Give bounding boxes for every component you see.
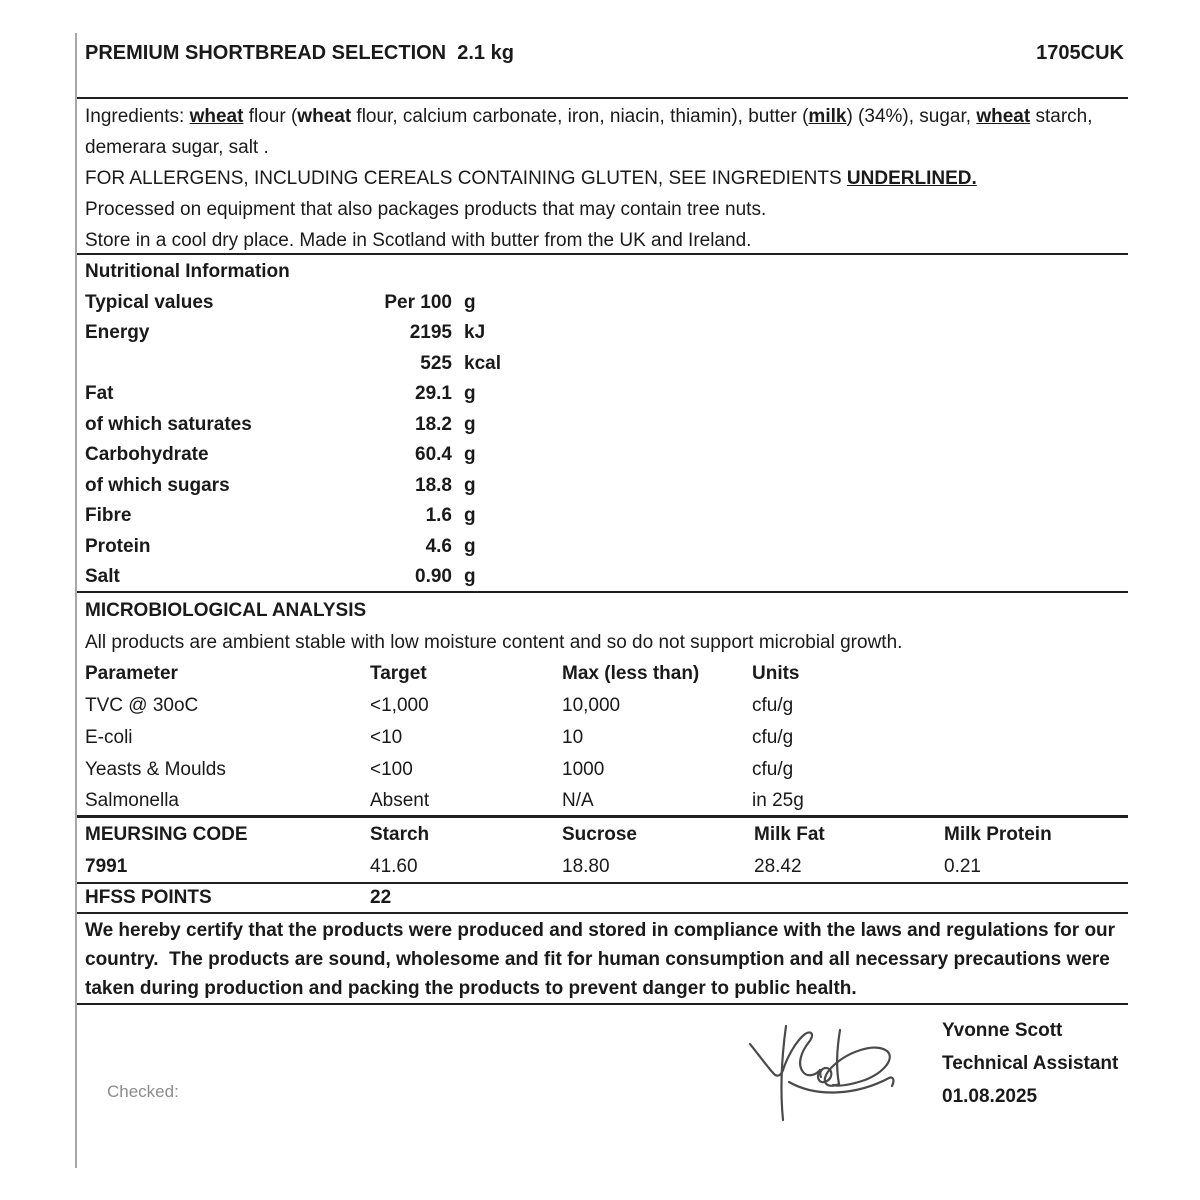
certification-statement: We hereby certify that the products were produced and stored in compliance with the laws and regulations for our country. The products are sound, wholesome and fit for human consumption and all necessary precautions were taken during production and packing the products to prevent danger to public health.	[85, 920, 1121, 999]
allergen-statement: FOR ALLERGENS, INCLUDING CEREALS CONTAINING GLUTEN, SEE INGREDIENTS UNDERLINED.	[85, 168, 977, 189]
document-body	[75, 33, 1128, 1168]
max-cell: 1000	[562, 758, 605, 780]
ingredients-paragraph: Ingredients: wheat flour (wheat flour, calcium carbonate, iron, niacin, thiamin), butter (milk) (34%), sugar, wheat starch, demerara sugar, salt .	[85, 106, 1093, 158]
nutrition-row	[85, 410, 1128, 441]
signature-image	[737, 1010, 902, 1128]
nutrition-row	[85, 562, 1128, 593]
microbiology-row	[85, 722, 1128, 754]
milk-protein-value: 0.21	[944, 856, 981, 877]
microbiology-row	[85, 785, 1128, 817]
nutrient-unit: g	[464, 535, 476, 557]
nutrient-value: 18.2	[415, 413, 452, 435]
nutrient-label: Salt	[85, 566, 120, 587]
meursing-header-row	[85, 819, 1128, 851]
microbiology-header-row	[85, 658, 1128, 690]
nutrition-row	[85, 440, 1128, 471]
column-header-starch: Starch	[370, 824, 430, 845]
nutrient-unit: kJ	[464, 322, 486, 343]
max-cell: 10,000	[562, 695, 621, 717]
hfss-row	[85, 884, 1128, 911]
max-cell: N/A	[562, 790, 594, 812]
nutrition-row	[85, 349, 1128, 380]
nutrient-value: 0.90	[415, 566, 452, 587]
nutrient-label	[85, 349, 357, 380]
milk-fat-value: 28.42	[754, 856, 802, 877]
microbiology-note: All products are ambient stable with low moisture content and so do not support microbial growth.	[85, 631, 903, 653]
microbiology-row	[85, 754, 1128, 786]
signoff-section	[77, 1003, 1128, 1168]
column-header-target: Target	[370, 663, 427, 685]
nutrient-label: Carbohydrate	[85, 444, 209, 465]
nutrient-value: 60.4	[415, 444, 452, 465]
sign-date: 01.08.2025	[942, 1086, 1038, 1107]
processing-statement: Processed on equipment that also packages products that may contain tree nuts.	[85, 199, 767, 220]
nutrient-label: Fat	[85, 383, 114, 404]
certification-section	[77, 912, 1128, 1003]
nutrient-value: 1.6	[425, 505, 452, 526]
product-title: PREMIUM SHORTBREAD SELECTION 2.1 kg	[85, 42, 514, 64]
starch-value: 41.60	[370, 856, 418, 877]
nutrition-header-row	[85, 288, 1128, 319]
column-header-max: Max (less than)	[562, 663, 700, 685]
ingredients-section	[77, 97, 1128, 253]
nutrition-header-value: Per 100	[384, 291, 452, 313]
meursing-code-value: 7991	[85, 856, 128, 877]
column-header-milk-protein: Milk Protein	[944, 824, 1052, 845]
nutrient-label: Fibre	[85, 505, 132, 526]
checked-label: Checked:	[107, 1082, 179, 1101]
nutrient-unit: g	[464, 444, 476, 465]
storage-statement: Store in a cool dry place. Made in Scotland with butter from the UK and Ireland.	[85, 230, 752, 251]
column-header-sucrose: Sucrose	[562, 824, 637, 845]
max-cell: 10	[562, 726, 584, 748]
nutrition-rows	[85, 318, 1128, 593]
meursing-value-row	[85, 851, 1128, 883]
nutrient-value: 18.8	[415, 474, 452, 496]
nutrient-value: 525	[420, 352, 452, 374]
hfss-section	[77, 882, 1128, 912]
nutrient-value: 2195	[409, 322, 452, 343]
hfss-label: HFSS POINTS	[85, 887, 212, 908]
meursing-section	[77, 815, 1128, 882]
column-header-parameter: Parameter	[85, 663, 178, 685]
microbiology-section	[77, 591, 1128, 815]
nutrition-row	[85, 532, 1128, 563]
microbiology-rows	[85, 690, 1128, 817]
target-cell: Absent	[370, 790, 430, 812]
nutrition-title: Nutritional Information	[85, 261, 290, 282]
parameter-cell: TVC @ 30oC	[85, 695, 199, 717]
parameter-cell: Salmonella	[85, 790, 179, 812]
microbiology-row	[85, 690, 1128, 722]
signer-name: Yvonne Scott	[942, 1020, 1063, 1041]
nutrition-row	[85, 318, 1128, 349]
nutrient-unit: g	[464, 413, 476, 435]
parameter-cell: Yeasts & Moulds	[85, 758, 226, 780]
target-cell: <1,000	[370, 695, 429, 717]
parameter-cell: E-coli	[85, 726, 133, 748]
nutrition-header-label: Typical values	[85, 291, 214, 313]
column-header-units: Units	[752, 663, 800, 685]
nutrient-label: Protein	[85, 535, 151, 557]
nutrient-value: 29.1	[415, 383, 452, 404]
column-header-milk-fat: Milk Fat	[754, 824, 825, 845]
signature-icon	[737, 1010, 902, 1128]
units-cell: cfu/g	[752, 695, 794, 717]
nutrient-label: of which saturates	[85, 413, 252, 435]
nutrition-header-unit: g	[464, 291, 476, 313]
nutrient-unit: g	[464, 474, 476, 496]
nutrition-row	[85, 471, 1128, 502]
nutrition-title-row	[85, 257, 1128, 288]
nutrition-section	[77, 253, 1128, 591]
units-cell: in 25g	[752, 790, 804, 812]
nutrient-unit: g	[464, 383, 476, 404]
units-cell: cfu/g	[752, 726, 794, 748]
document-header	[77, 33, 1128, 97]
nutrient-value: 4.6	[425, 535, 452, 557]
nutrition-row	[85, 379, 1128, 410]
target-cell: <100	[370, 758, 413, 780]
hfss-value: 22	[370, 887, 392, 908]
nutrient-unit: g	[464, 566, 476, 587]
nutrition-row	[85, 501, 1128, 532]
column-header-meursing-code: MEURSING CODE	[85, 824, 248, 845]
nutrient-unit: g	[464, 505, 476, 526]
target-cell: <10	[370, 726, 403, 748]
nutrient-unit: kcal	[464, 352, 501, 374]
nutrient-label: of which sugars	[85, 474, 230, 496]
units-cell: cfu/g	[752, 758, 794, 780]
product-code: 1705CUK	[1036, 42, 1124, 64]
signer-role: Technical Assistant	[942, 1053, 1119, 1074]
microbiology-title: MICROBIOLOGICAL ANALYSIS	[85, 600, 367, 621]
sucrose-value: 18.80	[562, 856, 610, 877]
nutrient-label: Energy	[85, 322, 150, 343]
signer-block	[942, 1014, 1118, 1113]
